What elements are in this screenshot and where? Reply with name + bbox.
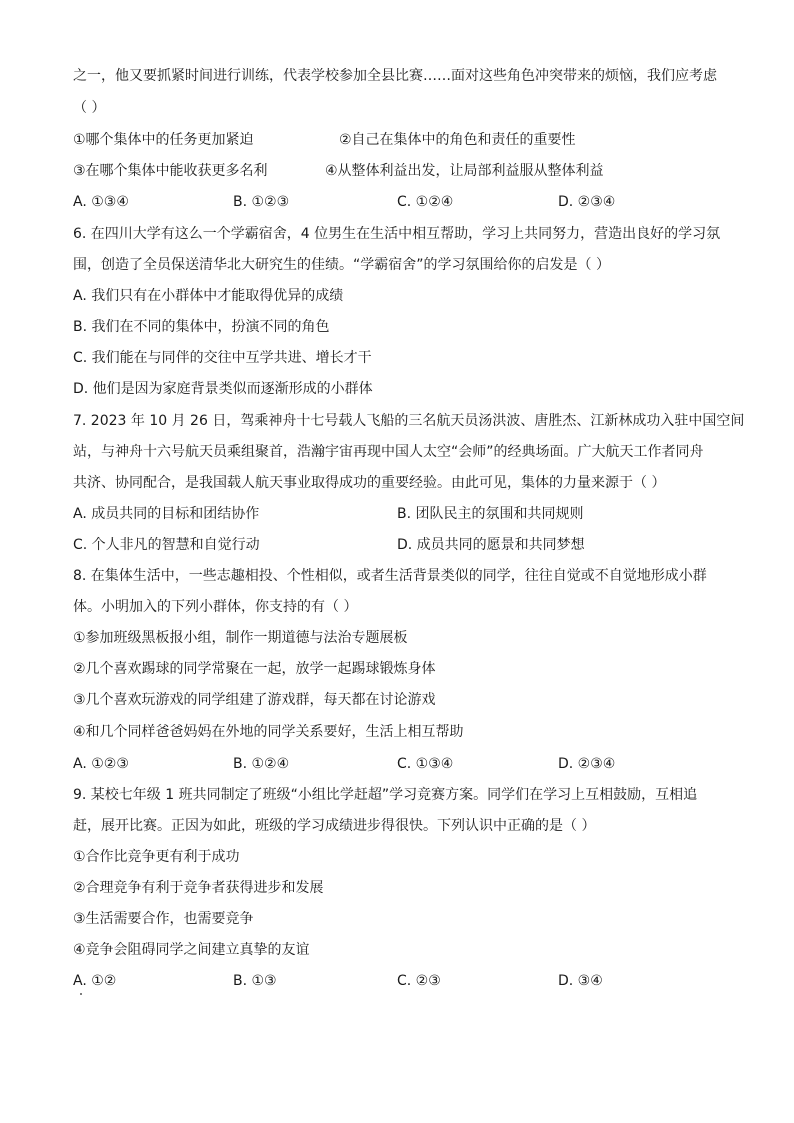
q7-stem-line-2: 站，与神舟十六号航天员乘组聚首，浩瀚宇宙再现中国人太空“会师”的经典场面。广大航天工作者同舟 [73,444,704,460]
q9-option-2: ②合理竞争有利于竞争者获得进步和发展 [73,880,324,896]
q9-option-3: ③生活需要合作，也需要竞争 [73,911,254,927]
q5-choice-d: D. ②③④ [558,194,616,210]
q8-option-1: ①参加班级黑板报小组，制作一期道德与法治专题展板 [73,630,408,646]
q6-stem-line-1: 6. 在四川大学有这么一个学霸宿舍，4 位男生在生活中相互帮助，学习上共同努力，营造出良好的学习氛 [73,226,721,242]
q6-choice-d: D. 他们是因为家庭背景类似而逐渐形成的小群体 [73,381,373,397]
q5-stem-line-1: 之一，他又要抓紧时间进行训练，代表学校参加全县比赛……面对这些角色冲突带来的烦恼，我们应考虑 [73,68,717,84]
q6-choice-a: A. 我们只有在小群体中才能取得优异的成绩 [73,288,344,304]
q8-choice-c: C. ①③④ [397,756,454,772]
q7-choice-d: D. 成员共同的愿景和共同梦想 [397,537,585,553]
q9-option-4: ④竞争会阻碍同学之间建立真挚的友谊 [73,942,310,958]
q6-choice-c: C. 我们能在与同伴的交往中互学共进、增长才干 [73,350,372,366]
q7-choice-a: A. 成员共同的目标和团结协作 [73,506,260,522]
q6-choice-b: B. 我们在不同的集体中，扮演不同的角色 [73,319,330,335]
q8-option-3: ③几个喜欢玩游戏的同学组建了游戏群，每天都在讨论游戏 [73,692,436,708]
q6-stem-line-2: 围，创造了全员保送清华北大研究生的佳绩。“学霸宿舍”的学习氛围给你的启发是（ ） [73,257,610,273]
q8-choice-d: D. ②③④ [558,756,616,772]
q8-choice-a: A. ①②③ [73,756,129,772]
q7-choice-b: B. 团队民主的氛围和共同规则 [397,506,584,522]
q9-choice-d: D. ③④ [558,973,603,989]
q9-choice-a: A. ①② [73,973,117,989]
q8-stem-line-1: 8. 在集体生活中，一些志趣相投、个性相似，或者生活背景类似的同学，往往自觉或不自觉地形成小群 [73,568,707,584]
q9-choice-b: B. ①③ [233,973,277,989]
q7-stem-line-3: 共济、协同配合，是我国载人航天事业取得成功的重要经验。由此可见，集体的力量来源于（ ） [73,475,666,491]
q8-choice-b: B. ①②④ [233,756,290,772]
q9-option-1: ①合作比竞争更有利于成功 [73,849,240,865]
q5-option-2: ②自己在集体中的角色和责任的重要性 [339,132,576,148]
q8-option-2: ②几个喜欢踢球的同学常聚在一起，放学一起踢球锻炼身体 [73,661,436,677]
q9-stem-line-1: 9. 某校七年级 1 班共同制定了班级“小组比学赶超”学习竞赛方案。同学们在学习上互相鼓励，互相追 [73,787,698,803]
q7-choice-c: C. 个人非凡的智慧和自觉行动 [73,537,260,553]
q9-choice-c: C. ②③ [397,973,441,989]
q5-choice-c: C. ①②④ [397,194,454,210]
q8-option-4: ④和几个同样爸爸妈妈在外地的同学关系要好，生活上相互帮助 [73,724,464,740]
q5-choice-a: A. ①③④ [73,194,129,210]
q9-stem-line-2: 赶，展开比赛。正因为如此，班级的学习成绩进步得很快。下列认识中正确的是（ ） [73,818,596,834]
stray-mark [80,993,82,995]
q8-stem-line-2: 体。小明加入的下列小群体，你支持的有（ ） [73,599,358,615]
q5-option-3: ③在哪个集体中能收获更多名利 [73,163,268,179]
q5-option-4: ④从整体利益出发，让局部利益服从整体利益 [325,163,604,179]
q5-option-1: ①哪个集体中的任务更加紧迫 [73,132,254,148]
q5-choice-b: B. ①②③ [233,194,290,210]
q7-stem-line-1: 7. 2023 年 10 月 26 日，驾乘神舟十七号载人飞船的三名航天员汤洪波、唐胜杰、江新林成功入驻中国空间 [73,413,745,429]
q5-answer-blank: （ ） [73,100,106,116]
